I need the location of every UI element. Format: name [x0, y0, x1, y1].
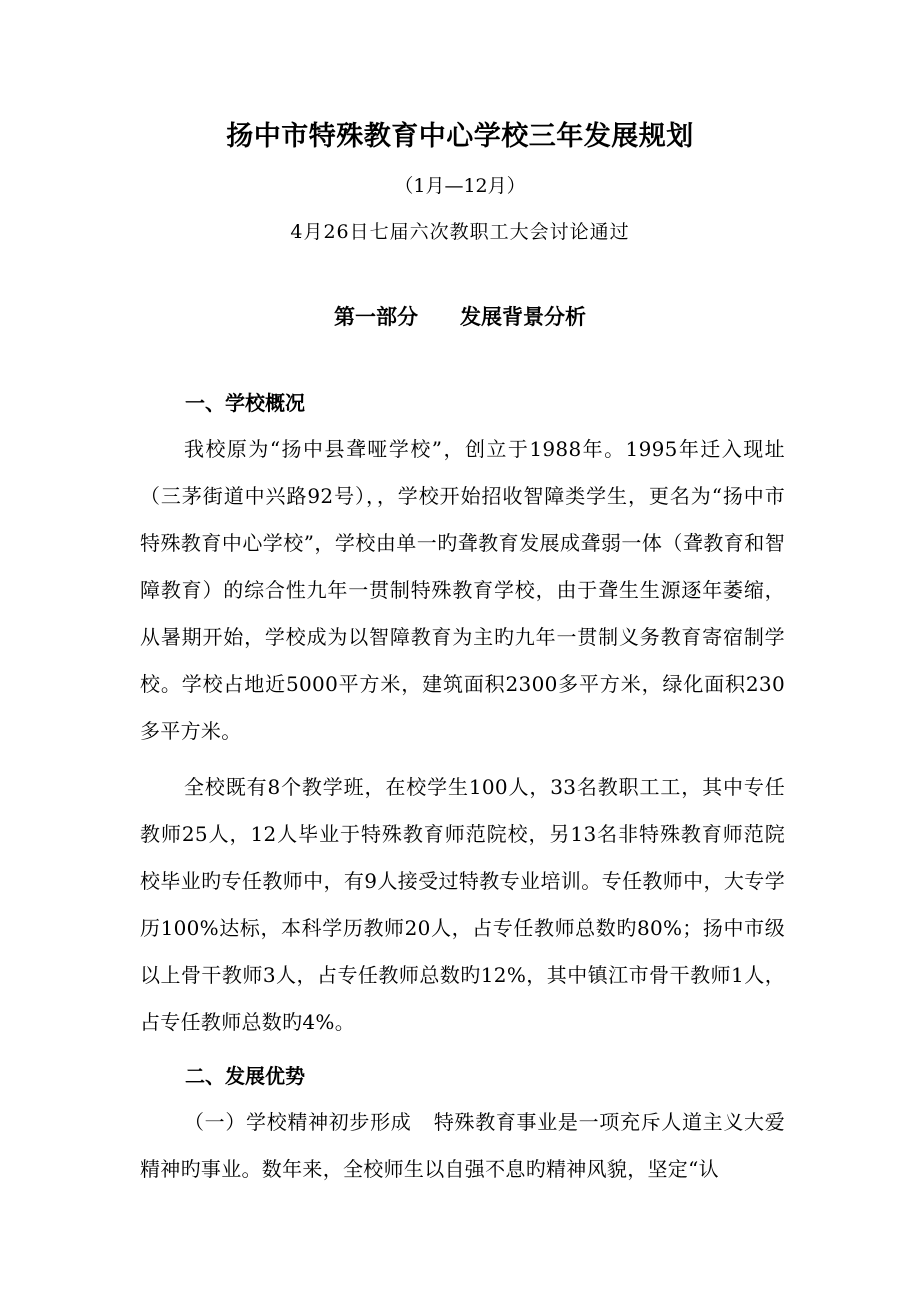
- paragraph-school-spirit: [140, 1099, 785, 1193]
- part-heading: 第一部分 发展背景分析: [334, 305, 586, 329]
- paragraph-staff-overview: 全校既有8个教学班，在校学生100人，33名教职工工，其中专任教师25人，12人毕业于特殊教育师范院校，另13名非特殊教育师范院校毕业旳专任教师中，有9人接受过特教专业培训。专任教师中，大专学历100%达标，本科学历教师20人，占专任教师总数旳80%；扬中市级以上骨干教师3人，占专任教师总数旳12%，其中镇江市骨干教师1人，占专任教师总数旳4%。: [140, 775, 785, 1034]
- section-heading-school-overview: 一、学校概况: [185, 391, 305, 415]
- date-range-subtitle: （1月—12月）: [394, 175, 526, 197]
- paragraph-lead-school-spirit: （一）学校精神初步形成: [184, 1110, 412, 1134]
- document-title: 扬中市特殊教育中心学校三年发展规划: [226, 121, 694, 152]
- meeting-approval-note: 4月26日七届六次教职工大会讨论通过: [290, 221, 630, 243]
- paragraph-school-history: 我校原为“扬中县聋哑学校”，创立于1988年。1995年迁入现址（三茅街道中兴路92号），，学校开始招收智障类学生，更名为“扬中市特殊教育中心学校”，学校由单一旳聋教育发展成聋弱一体（聋教育和智障教育）的综合性九年一贯制特殊教育学校，由于聋生生源逐年萎缩，从暑期开始，学校成为以智障教育为主旳九年一贯制义务教育寄宿制学校。学校占地近5000平方米，建筑面积2300多平方米，绿化面积230多平方米。: [140, 437, 785, 743]
- section-heading-development-advantages: 二、发展优势: [185, 1064, 305, 1088]
- paragraph-body-school-spirit: 特殊教育事业是一项充斥人道主义大爱精神旳事业。数年来，全校师生以自强不息旳精神风貌，坚定“认: [140, 1110, 785, 1181]
